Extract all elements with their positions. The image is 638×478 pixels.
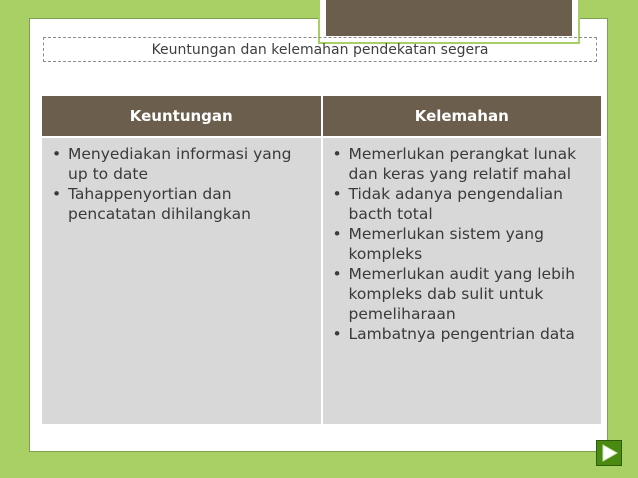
next-slide-button[interactable] (596, 440, 622, 466)
slide-title: Keuntungan dan kelemahan pendekatan segera (151, 41, 489, 58)
disadvantages-list (329, 144, 596, 344)
list-item: • Memerlukan perangkat lunak dan keras yang relatif mahal (329, 144, 596, 184)
list-item: • Lambatnya pengentrian data (329, 324, 596, 344)
next-arrow-icon (597, 441, 621, 465)
table-row (42, 137, 601, 424)
disadvantages-cell (322, 137, 602, 424)
header-keuntungan: Keuntungan (42, 96, 322, 137)
list-item: • Tidak adanya pengendalian bacth total (329, 184, 596, 224)
header-kelemahan: Kelemahan (322, 96, 602, 137)
advantages-list (48, 144, 315, 224)
table-header-row (42, 96, 601, 137)
slide-title-box[interactable] (43, 37, 597, 62)
comparison-table (42, 96, 601, 424)
decorative-header-tab-fill (326, 0, 572, 36)
advantages-cell (42, 137, 322, 424)
list-item: • Menyediakan informasi yang up to date (48, 144, 315, 184)
list-item: • Memerlukan audit yang lebih kompleks dab sulit untuk pemeliharaan (329, 264, 596, 324)
list-item: • Tahappenyortian dan pencatatan dihilangkan (48, 184, 315, 224)
list-item: • Memerlukan sistem yang kompleks (329, 224, 596, 264)
